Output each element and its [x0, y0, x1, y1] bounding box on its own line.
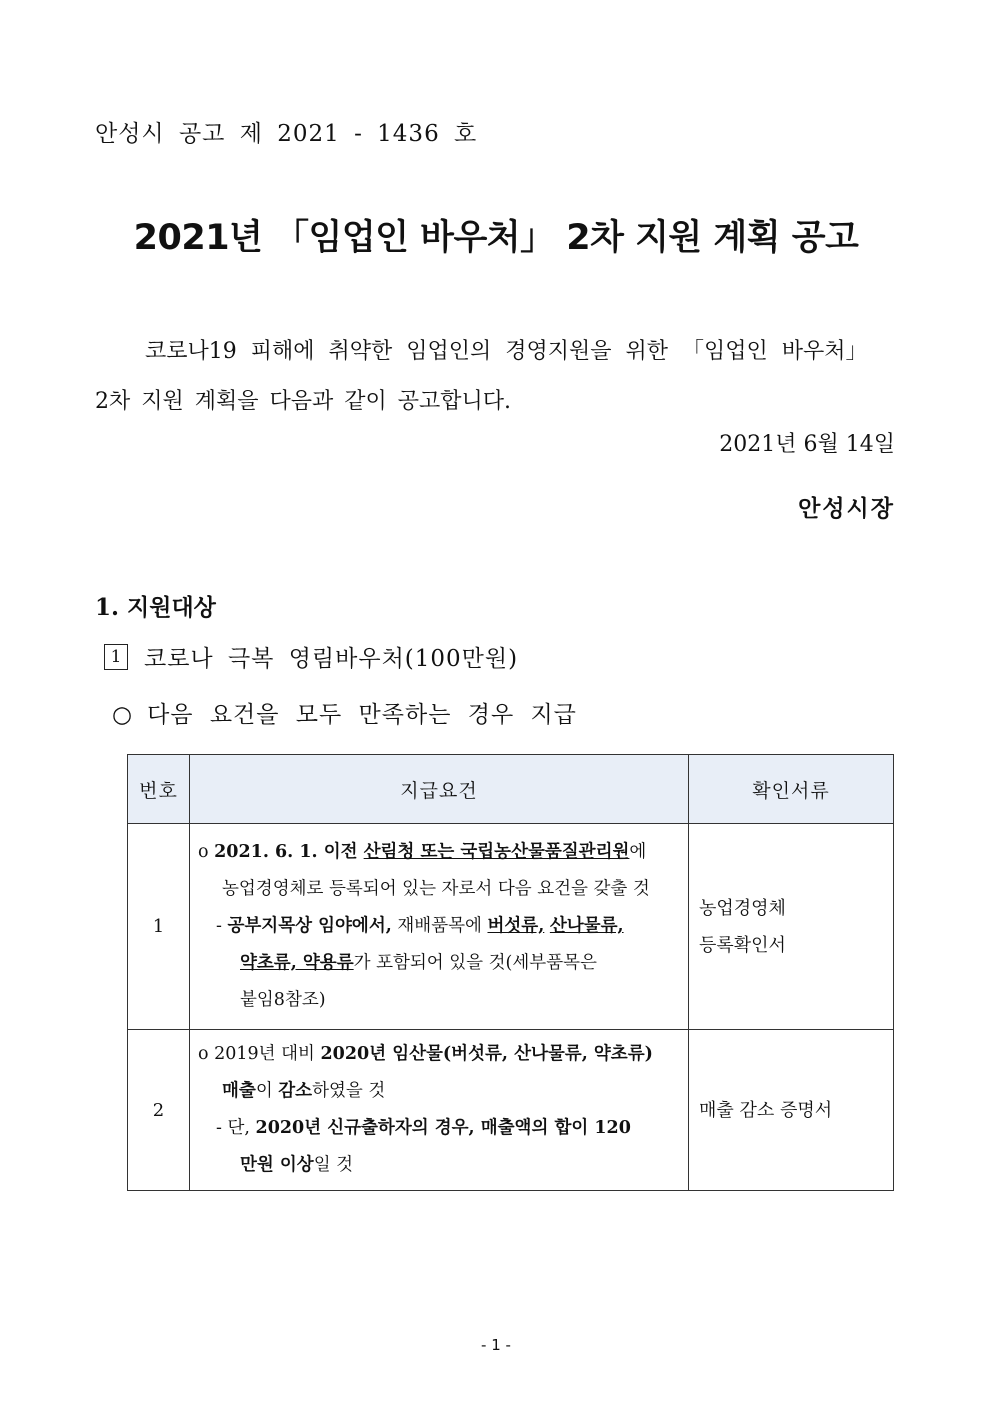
condition-text: 다음 요건을 모두 만족하는 경우 지급 — [147, 702, 577, 728]
page-number: - 1 - — [481, 1336, 511, 1354]
requirement-line: 붙임8참조) — [240, 990, 326, 1010]
requirement-cell — [190, 1030, 689, 1191]
row-number: 1 — [128, 824, 190, 1030]
header-documents: 확인서류 — [689, 755, 894, 824]
section-heading: 1. 지원대상 — [95, 594, 216, 621]
requirements-table — [127, 754, 894, 1191]
subsection-number-box: 1 — [104, 644, 128, 670]
document-cell: 매출 감소 증명서 — [689, 1030, 894, 1191]
subsection-label: 코로나 극복 영림바우처(100만원) — [144, 646, 519, 672]
requirement-line: - 단, 2020년 신규출하자의 경우, 매출액의 합이 120 — [216, 1118, 631, 1138]
header-no: 번호 — [128, 755, 190, 824]
requirement-line: - 공부지목상 임야에서, 재배품목에 버섯류, 산나물류, — [216, 916, 624, 936]
table-row — [128, 824, 894, 1030]
requirement-line: 매출이 감소하였을 것 — [222, 1081, 386, 1101]
document-cell: 농업경영체 등록확인서 — [689, 824, 894, 1030]
row-number: 2 — [128, 1030, 190, 1191]
requirement-line: o 2021. 6. 1. 이전 산림청 또는 국립농산물품질관리원에 — [198, 842, 647, 862]
intro-line-2: 2차 지원 계획을 다음과 같이 공고합니다. — [95, 389, 511, 414]
table-header-row — [128, 755, 894, 824]
intro-paragraph — [95, 327, 895, 427]
table-row — [128, 1030, 894, 1191]
notice-number: 안성시 공고 제 2021 - 1436 호 — [95, 121, 478, 147]
notice-date: 2021년 6월 14일 — [719, 432, 895, 457]
signer: 안성시장 — [798, 495, 895, 522]
condition-line — [112, 696, 577, 729]
requirement-line: 약초류, 약용류가 포함되어 있을 것(세부품목은 — [240, 953, 597, 973]
page-title: 2021년 「임업인 바우처」 2차 지원 계획 공고 — [133, 218, 859, 258]
requirement-line: 만원 이상일 것 — [240, 1155, 354, 1175]
header-requirement: 지급요건 — [190, 755, 689, 824]
requirement-line: 농업경영체로 등록되어 있는 자로서 다음 요건을 갖출 것 — [222, 879, 650, 899]
circle-bullet-icon: ○ — [112, 702, 134, 728]
requirement-line: o 2019년 대비 2020년 임산물(버섯류, 산나물류, 약초류) — [198, 1044, 653, 1064]
subsection — [104, 640, 518, 673]
intro-line-1: 코로나19 피해에 취약한 임업인의 경영지원을 위한 「임업인 바우처」 — [145, 339, 868, 364]
requirement-cell — [190, 824, 689, 1030]
